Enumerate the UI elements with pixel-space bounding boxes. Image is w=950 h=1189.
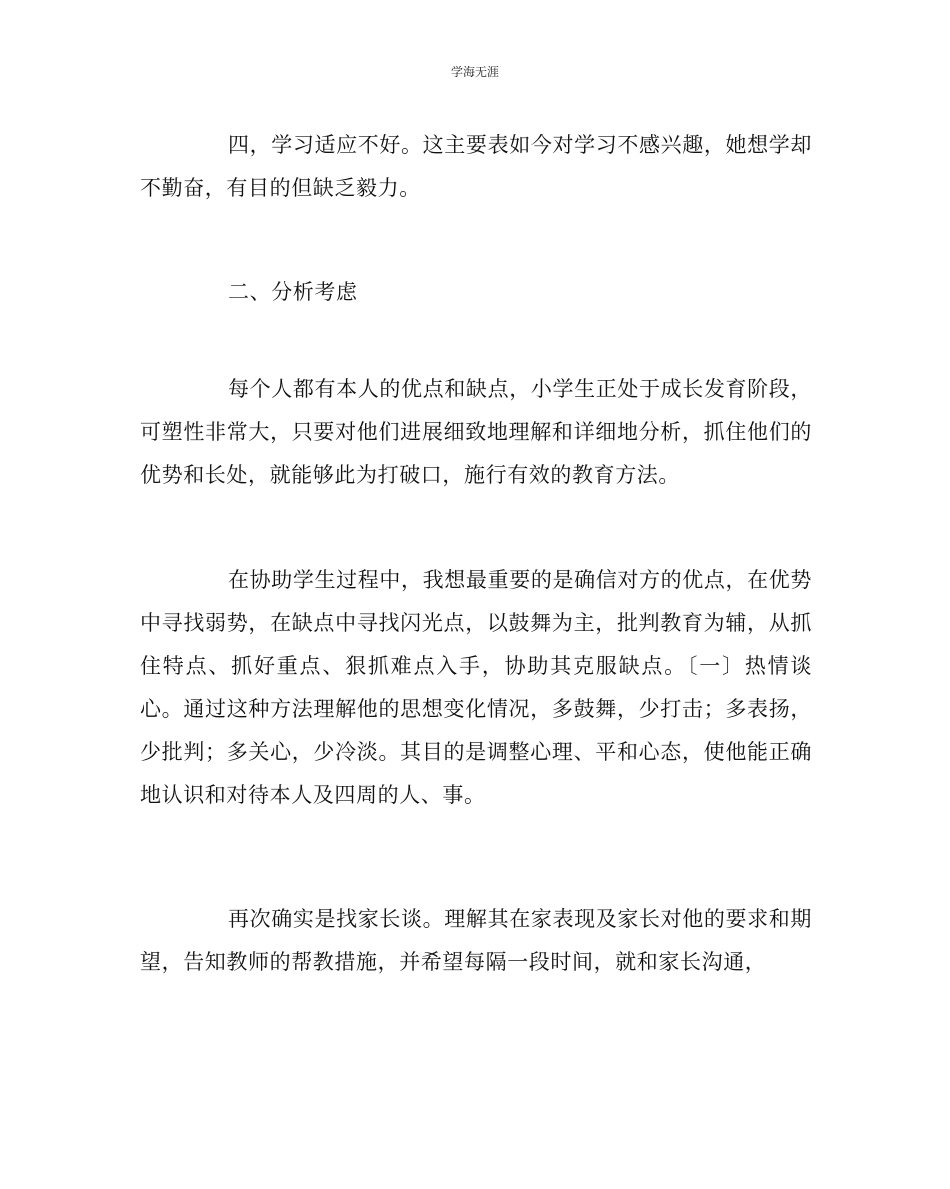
paragraph-helping-process: 在协助学生过程中，我想最重要的是确信对方的优点，在优势中寻找弱势，在缺点中寻找闪光点，以鼓舞为主，批判教育为辅，从抓住特点、抓好重点、狠抓难点入手，协助其克服缺点。〔一〕热情谈心。通过这种方法理解他的思想变化情况，多鼓舞，少打击；多表扬，少批判；多关心，少冷淡。其目的是调整心理、平和心态，使他能正确地认识和对待本人及四周的人、事。 (140, 568, 812, 807)
page-header: 学海无涯 (450, 65, 499, 79)
paragraph-strengths-weaknesses: 每个人都有本人的优点和缺点，小学生正处于成长发育阶段，可塑性非常大，只要对他们进展细致地理解和详细地分析，抓住他们的优势和长处，就能够此为打破口，施行有效的教育方法。 (140, 377, 812, 487)
paragraph-parent-communication: 再次确实是找家长谈。理解其在家表现及家长对他的要求和期望，告知教师的帮教措施，并希望每隔一段时间，就和家长沟通， (140, 907, 812, 974)
paragraph-learning-adaptation: 四，学习适应不好。这主要表如今对学习不感兴趣，她想学却不勤奋，有目的但缺乏毅力。 (140, 133, 812, 200)
section-heading-analysis: 二、分析考虑 (228, 280, 358, 304)
